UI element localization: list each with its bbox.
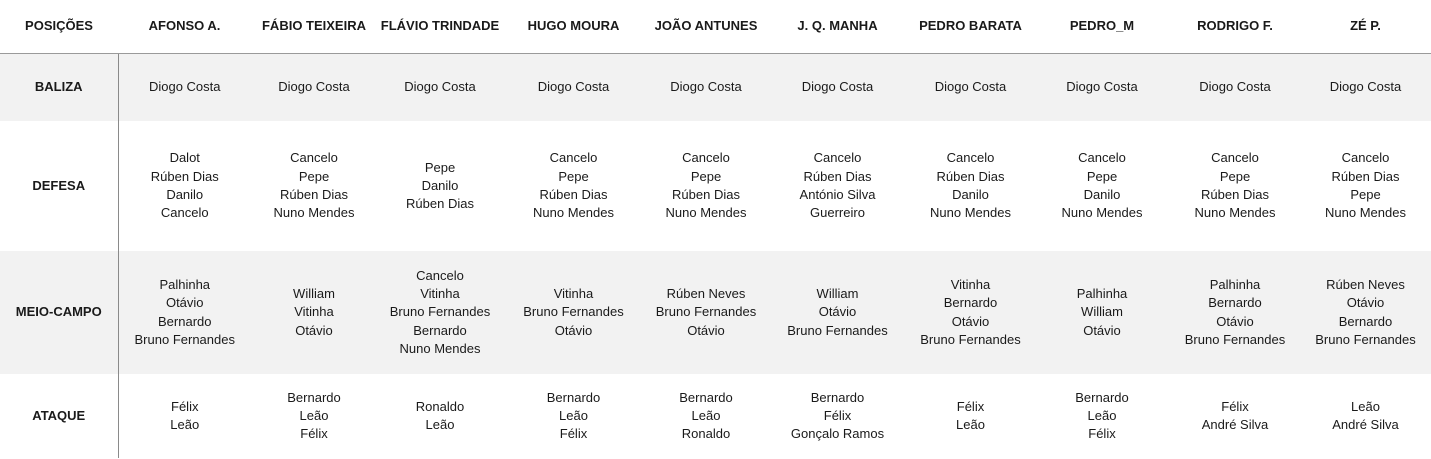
player-name: Pepe — [690, 168, 722, 184]
player-name: Otávio — [1216, 313, 1254, 329]
player-name: André Silva — [1332, 417, 1399, 432]
lineup-cell — [377, 121, 503, 251]
player-name: Rúben Neves — [666, 286, 746, 302]
lineup-cell — [503, 121, 644, 251]
lineup-cell — [1034, 54, 1170, 122]
column-header: RODRIGO F. — [1170, 0, 1300, 54]
player-name: Bernardo — [287, 389, 341, 405]
column-header: ZÉ P. — [1300, 0, 1431, 54]
column-header: JOÃO ANTUNES — [644, 0, 768, 54]
lineup-cell — [1170, 251, 1300, 374]
player-name: Pepe — [558, 168, 589, 184]
lineup-cell — [1300, 374, 1431, 458]
row-meio-campo — [0, 251, 1431, 374]
player-name: Leão — [170, 417, 200, 432]
player-name: Diogo Costa — [934, 79, 1007, 95]
lineup-cell — [503, 251, 644, 374]
player-name: Rúben Dias — [1331, 168, 1400, 184]
lineup-cell — [251, 121, 377, 251]
lineup-cell — [768, 374, 907, 458]
lineup-cell — [644, 251, 768, 374]
player-name: Félix — [823, 407, 852, 423]
player-name: Ronaldo — [415, 398, 465, 414]
player-name: Leão — [1351, 398, 1380, 414]
player-name: Diogo Costa — [670, 79, 742, 95]
position-label: ATAQUE — [0, 374, 118, 458]
lineup-cell — [377, 374, 503, 458]
lineup-cell — [118, 251, 251, 374]
player-name: Otávio — [295, 322, 333, 338]
player-name: Danilo — [952, 187, 989, 202]
player-name: Palhinha — [159, 276, 211, 292]
player-name: Vitinha — [420, 286, 460, 302]
lineup-cell — [1170, 374, 1300, 458]
player-name: Bernardo — [943, 295, 998, 311]
player-name: Bruno Fernandes — [523, 304, 624, 320]
row-ataque — [0, 374, 1431, 458]
lineup-cell — [768, 121, 907, 251]
player-name: Cancelo — [1078, 150, 1126, 166]
player-name: Diogo Costa — [1329, 79, 1402, 95]
player-name: Guerreiro — [810, 205, 865, 221]
player-name: William — [1081, 304, 1123, 320]
player-name: Diogo Costa — [1066, 79, 1138, 95]
player-name: Rúben Dias — [406, 196, 474, 212]
player-name: Leão — [425, 417, 455, 432]
lineup-cell — [118, 121, 251, 251]
lineup-cell — [1034, 251, 1170, 374]
player-name: Nuno Mendes — [533, 205, 614, 221]
player-name: Rúben Dias — [1201, 187, 1269, 202]
lineup-cell — [1300, 54, 1431, 122]
player-name: Leão — [299, 407, 329, 423]
column-header: AFONSO A. — [118, 0, 251, 54]
player-name: Otávio — [554, 322, 593, 338]
player-name: Diogo Costa — [801, 79, 874, 95]
column-header: FLÁVIO TRINDADE — [377, 0, 503, 54]
player-name: Cancelo — [1211, 150, 1259, 166]
player-name: Pepe — [424, 159, 456, 175]
player-name: Otávio — [1083, 322, 1121, 338]
column-header: PEDRO BARATA — [907, 0, 1034, 54]
player-name: Ronaldo — [681, 426, 731, 442]
player-name: Félix — [171, 398, 199, 414]
player-name: Vitinha — [553, 286, 594, 302]
player-name: Nuno Mendes — [273, 205, 355, 221]
player-name: Otávio — [165, 295, 204, 311]
player-name: Rúben Dias — [936, 168, 1005, 184]
player-name: Bernardo — [546, 389, 601, 405]
player-name: Nuno Mendes — [1194, 205, 1276, 221]
player-name: William — [293, 286, 335, 302]
player-name: Pepe — [298, 168, 330, 184]
lineup-cell — [118, 54, 251, 122]
player-name: Otávio — [687, 322, 725, 338]
player-name: Bernardo — [158, 313, 212, 329]
player-name: Gonçalo Ramos — [790, 426, 885, 442]
lineup-cell — [377, 251, 503, 374]
player-name: Bruno Fernandes — [655, 304, 757, 320]
row-defesa — [0, 121, 1431, 251]
lineup-cell — [907, 121, 1034, 251]
player-name: Félix — [1221, 398, 1249, 414]
player-name: Bernardo — [1075, 389, 1129, 405]
player-name: Bruno Fernandes — [787, 322, 888, 338]
header-row — [0, 0, 1431, 54]
lineup-cell — [644, 374, 768, 458]
lineup-cell — [644, 121, 768, 251]
player-name: Rúben Dias — [280, 187, 348, 202]
player-name: Danilo — [421, 177, 459, 193]
lineup-cell — [1300, 251, 1431, 374]
player-name: Leão — [559, 407, 588, 423]
column-header: HUGO MOURA — [503, 0, 644, 54]
player-name: Otávio — [951, 313, 990, 329]
player-name: Leão — [691, 407, 721, 423]
player-name: Bernardo — [1338, 313, 1393, 329]
player-name: Cancelo — [813, 150, 862, 166]
player-name: Bruno Fernandes — [389, 304, 491, 320]
player-name: Cancelo — [946, 150, 995, 166]
lineup-cell — [377, 54, 503, 122]
player-name: Bruno Fernandes — [134, 331, 235, 347]
player-name: Otávio — [1346, 295, 1385, 311]
player-name: Rúben Dias — [672, 187, 740, 202]
player-name: Cancelo — [290, 150, 338, 166]
player-name: Cancelo — [1341, 150, 1390, 166]
player-name: Rúben Neves — [1326, 276, 1405, 292]
position-label: BALIZA — [0, 54, 118, 122]
player-name: Félix — [1088, 426, 1116, 442]
player-name: Bernardo — [413, 322, 467, 338]
lineup-cell — [768, 251, 907, 374]
column-header: PEDRO_M — [1034, 0, 1170, 54]
player-name: Bernardo — [1208, 295, 1262, 311]
lineup-cell — [251, 251, 377, 374]
player-name: Diogo Costa — [148, 79, 221, 95]
lineup-cell — [503, 374, 644, 458]
lineup-cell — [1034, 121, 1170, 251]
player-name: Palhinha — [1209, 276, 1261, 292]
player-name: Pepe — [1350, 187, 1381, 202]
player-name: Vitinha — [294, 304, 334, 320]
player-name: António Silva — [799, 187, 876, 202]
player-name: Diogo Costa — [404, 79, 476, 95]
player-name: William — [816, 286, 859, 302]
player-name: Pepe — [1086, 168, 1118, 184]
player-name: Bruno Fernandes — [1184, 331, 1286, 347]
player-name: Rúben Dias — [150, 168, 219, 184]
lineup-cell — [907, 54, 1034, 122]
player-name: Félix — [956, 398, 985, 414]
lineup-cell — [1170, 121, 1300, 251]
row-baliza — [0, 54, 1431, 122]
player-name: Cancelo — [416, 267, 464, 283]
player-name: Palhinha — [1076, 286, 1128, 302]
lineup-cell — [503, 54, 644, 122]
lineup-cell — [1170, 54, 1300, 122]
player-name: Danilo — [166, 187, 204, 202]
lineup-cell — [118, 374, 251, 458]
player-name: Otávio — [818, 304, 857, 320]
player-name: Diogo Costa — [537, 79, 610, 95]
player-name: Cancelo — [160, 205, 209, 221]
lineup-cell — [1300, 121, 1431, 251]
player-name: Nuno Mendes — [399, 340, 481, 356]
lineup-cell — [251, 54, 377, 122]
player-name: Vitinha — [950, 276, 991, 292]
player-name: Nuno Mendes — [1061, 205, 1143, 221]
player-name: Cancelo — [549, 150, 598, 166]
position-label: DEFESA — [0, 121, 118, 251]
player-name: Nuno Mendes — [665, 205, 747, 221]
player-name: Dalot — [169, 150, 200, 166]
player-name: Bruno Fernandes — [920, 331, 1021, 347]
player-name: Rúben Dias — [803, 168, 872, 184]
player-name: Félix — [559, 426, 588, 442]
lineup-cell — [907, 374, 1034, 458]
player-name: Leão — [956, 417, 985, 432]
player-name: Bernardo — [810, 389, 865, 405]
player-name: Nuno Mendes — [1325, 205, 1406, 221]
player-name: Diogo Costa — [1199, 79, 1271, 95]
player-name: Félix — [300, 426, 328, 442]
lineup-cell — [768, 54, 907, 122]
player-name: Pepe — [1219, 168, 1251, 184]
positions-header: POSIÇÕES — [0, 0, 118, 54]
player-name: Nuno Mendes — [930, 205, 1011, 221]
player-name: Danilo — [1083, 187, 1121, 202]
column-header: FÁBIO TEIXEIRA — [251, 0, 377, 54]
player-name: Bruno Fernandes — [1315, 331, 1416, 347]
player-name: Cancelo — [682, 150, 730, 166]
player-name: Bernardo — [679, 389, 733, 405]
player-name: Leão — [1087, 407, 1117, 423]
column-header: J. Q. MANHA — [768, 0, 907, 54]
lineup-cell — [644, 54, 768, 122]
player-name: Diogo Costa — [278, 79, 350, 95]
player-name: Rúben Dias — [539, 187, 608, 202]
lineup-cell — [251, 374, 377, 458]
lineup-cell — [907, 251, 1034, 374]
lineup-cell — [1034, 374, 1170, 458]
player-name: André Silva — [1201, 417, 1269, 432]
position-label: MEIO-CAMPO — [0, 251, 118, 374]
